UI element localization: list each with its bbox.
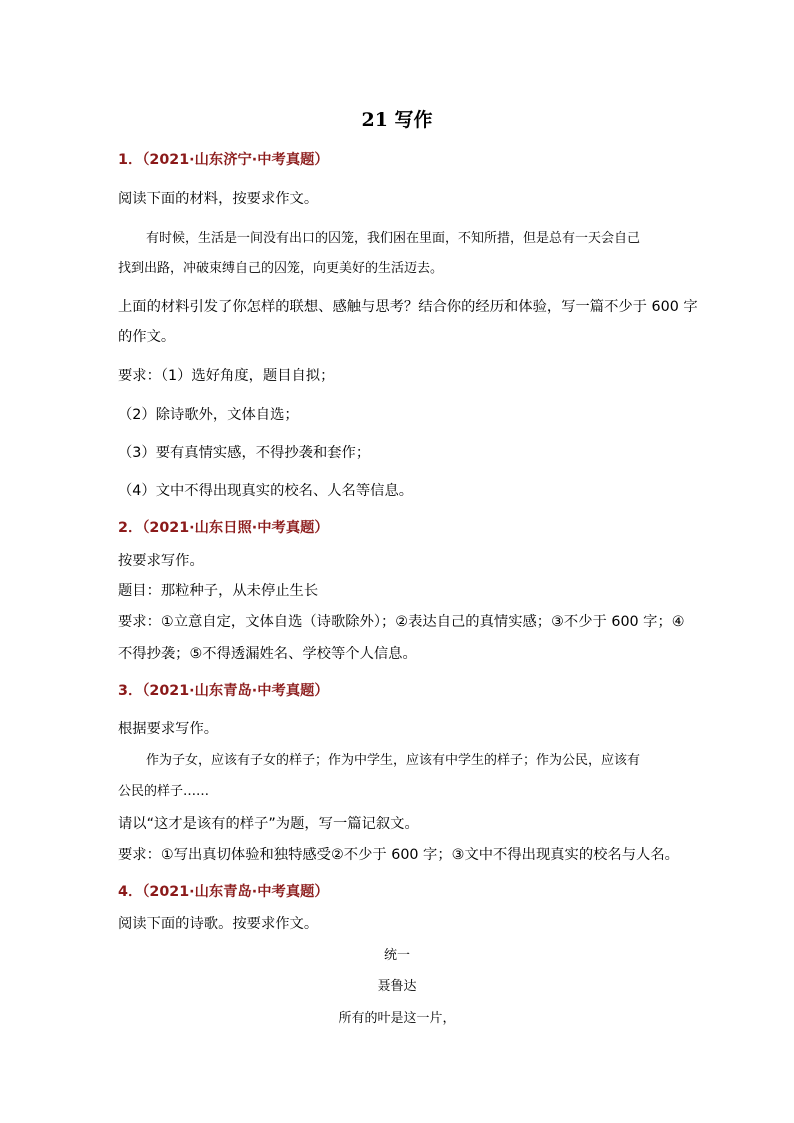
- question-3-header: 3．（2021·山东青岛·中考真题）: [118, 683, 329, 699]
- question-3-material-line-2: 公民的样子……: [118, 784, 210, 799]
- question-3-requirement: 要求：①写出真切体验和独特感受②不少于 600 字；③文中不得出现真实的校名与人名。: [118, 847, 679, 863]
- question-4-intro: 阅读下面的诗歌。按要求作文。: [118, 916, 319, 932]
- question-1-material-line-2: 找到出路，冲破束缚自己的囚笼，向更美好的生活迈去。: [118, 261, 444, 276]
- question-3-material-line-1: 作为子女，应该有子女的样子；作为中学生，应该有中学生的样子；作为公民，应该有: [146, 753, 641, 768]
- question-1-prompt-line-1: 上面的材料引发了你怎样的联想、感触与思考？结合你的经历和体验，写一篇不少于 600 字: [118, 299, 698, 315]
- question-1-material-line-1: 有时候，生活是一间没有出口的囚笼，我们困在里面，不知所措，但是总有一天会自己: [146, 231, 641, 246]
- poem-title: 统一: [383, 948, 410, 963]
- question-1-requirement-2: （2）除诗歌外，文体自选；: [118, 407, 299, 423]
- question-1-requirement-1: 要求：（1）选好角度，题目自拟；: [118, 368, 335, 384]
- poem-author: 聂鲁达: [377, 979, 417, 994]
- question-2-header: 2．（2021·山东日照·中考真题）: [118, 520, 329, 536]
- question-3-prompt: 请以“这才是该有的样子”为题，写一篇记叙文。: [118, 816, 419, 832]
- question-1-prompt-line-2: 的作文。: [118, 329, 176, 345]
- question-3-intro: 根据要求写作。: [118, 721, 219, 737]
- question-1-intro: 阅读下面的材料，按要求作文。: [118, 191, 319, 207]
- question-2-requirement-line-1: 要求：①立意自定，文体自选（诗歌除外）；②表达自己的真情实感；③不少于 600 字；④: [118, 614, 685, 630]
- question-2-topic: 题目：那粒种子，从未停止生长: [118, 583, 319, 599]
- page-title: 21 写作: [361, 109, 433, 131]
- question-2-intro: 按要求写作。: [118, 553, 204, 569]
- poem-line: 所有的叶是这一片，: [338, 1011, 456, 1026]
- question-1-requirement-4: （4）文中不得出现真实的校名、人名等信息。: [118, 483, 414, 499]
- question-4-header: 4．（2021·山东青岛·中考真题）: [118, 884, 329, 900]
- question-1-header: 1．（2021·山东济宁·中考真题）: [118, 152, 329, 168]
- question-1-requirement-3: （3）要有真情实感，不得抄袭和套作；: [118, 445, 371, 461]
- question-2-requirement-line-2: 不得抄袭；⑤不得透漏姓名、学校等个人信息。: [118, 646, 417, 662]
